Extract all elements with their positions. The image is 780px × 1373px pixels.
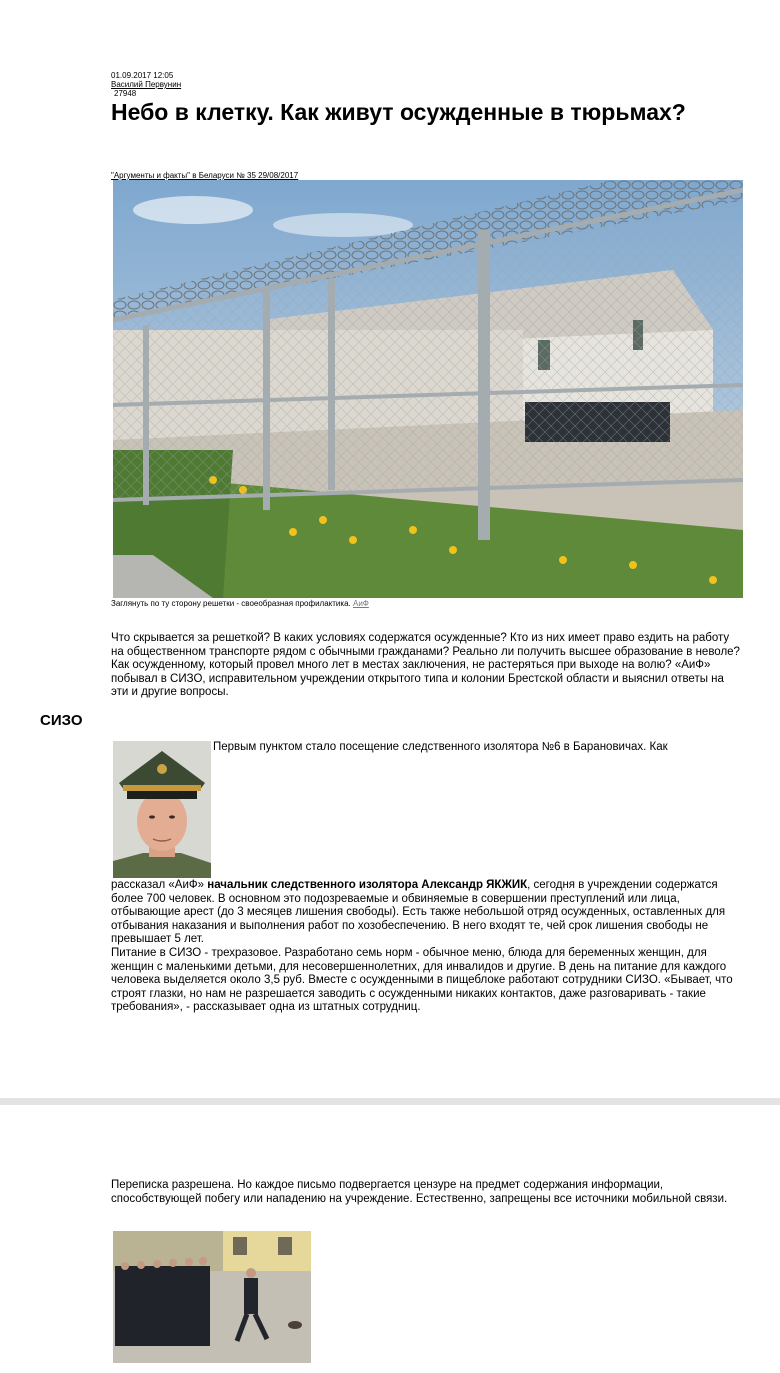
sizo-lead-text: Первым пунктом стало посещение следственного изолятора №6 в Барановичах. Как (213, 741, 668, 753)
hero-caption (111, 599, 369, 609)
source-link[interactable]: "Аргументы и факты" в Беларуси № 35 29/08/2017 (111, 171, 299, 180)
photo-credit-link[interactable]: АиФ (352, 599, 369, 608)
official-name: начальник следственного изолятора Александр ЯКЖИК (207, 879, 528, 891)
portrait-photo (113, 741, 211, 878)
caption-text: Заглянуть по ту сторону решетки - своеобразная профилактика. (111, 599, 351, 608)
correspondence-paragraph: Переписка разрешена. Но каждое письмо подвергается цензуре на предмет содержания информации, способствующей побегу или нападению на учреждение. Естественно, запрещены все источники мобильной связи. (111, 1179, 728, 1205)
hero-photo (113, 180, 743, 598)
inmates-formation-image (113, 1231, 311, 1363)
article-title: Небо в клетку. Как живут осужденные в тюрьмах? (111, 99, 686, 125)
sizo-paragraph-1 (111, 879, 741, 947)
intro-paragraph: Что скрывается за решеткой? В каких условиях содержатся осужденные? Кто из них имеет право ездить на работу на общественном транспорте рядом с обычными гражданами? Реально ли получить высшее образование в неволе? Как осужденному, который провел много лет в местах заключения, не растеряться при выходе на волю? «АиФ» побывал в СИЗО, исправительном учреждении открытого типа и колонии Брестской области и выяснил ответы на эти и другие вопросы. (111, 632, 740, 699)
sizo-p1-start: рассказал «АиФ» (111, 879, 208, 891)
author-link[interactable]: Василий Первунин (111, 80, 182, 89)
section-divider (0, 1098, 780, 1105)
inmates-photo (113, 1231, 311, 1363)
officer-portrait-image (113, 741, 211, 878)
section-heading-sizo: СИЗО (40, 712, 83, 729)
sizo-p1-rest: , сегодня в учреждении содержатся более 700 человек. В основном это подозреваемые и обвиняемые в совершении преступлений или лица, отбывающие арест (до 3 месяцев лишения свободы). Есть также небольшой отряд осужденных, оставленных для отбывания наказания и выполнения работ по хозобеспечению. В него входят те, чей срок лишения свободы не превышает 5 лет. (111, 879, 726, 946)
publish-date: 01.09.2017 12:05 (111, 71, 174, 80)
sizo-paragraph-2: Питание в СИЗО - трехразовое. Разработано семь норм - обычное меню, блюда для беременных женщин, для женщин с маленькими детьми, для несовершеннолетних, для инвалидов и другие. В день на питание для каждого человека выделяется около 3,5 руб. Вместе с осужденными в пищеблоке работают сотрудники СИЗО. «Бывает, что строят глазки, но нам не разрешается заводить с осужденными никаких контактов, даже разговаривать - такие требования», - рассказывает одна из штатных сотрудниц. (111, 947, 733, 1014)
prison-fence-image (113, 180, 743, 598)
view-count: 27948 (114, 89, 137, 98)
